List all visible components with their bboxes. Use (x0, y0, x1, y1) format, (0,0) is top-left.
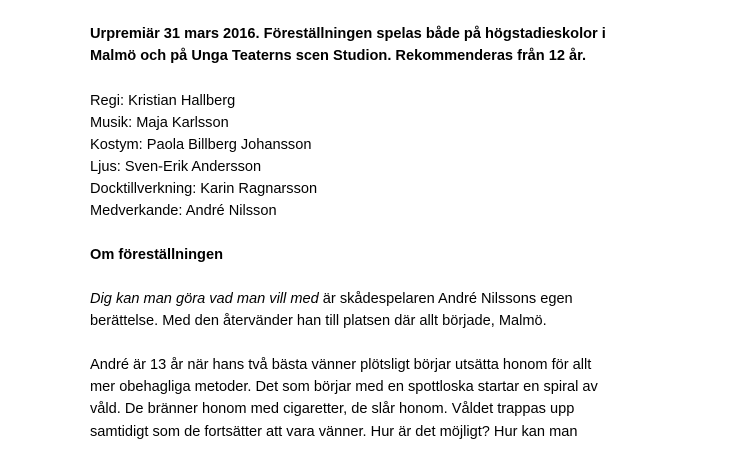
paragraph-1-line-2: berättelse. Med den återvänder han till platsen där allt började, Malmö. (90, 313, 547, 329)
intro-paragraph (90, 23, 710, 67)
paragraph-1-line-1-rest: är skådespelaren André Nilssons egen (318, 291, 573, 307)
credit-director: Regi: Kristian Hallberg (90, 93, 236, 109)
credit-puppets: Docktillverkning: Karin Ragnarsson (90, 181, 318, 197)
paragraph-2-line-2: mer obehagliga metoder. Det som börjar med en spottloska startar en spiral av (90, 379, 598, 395)
intro-line-1: Urpremiär 31 mars 2016. Föreställningen spelas både på högstadieskolor i (90, 26, 606, 42)
paragraph-2-line-4: samtidigt som de fortsätter att vara vänner. Hur är det möjligt? Hur kan man (90, 424, 578, 440)
paragraph-2-line-1: André är 13 år när hans två bästa vänner plötsligt börjar utsätta honom för allt (90, 357, 592, 373)
intro-line-2: Malmö och på Unga Teaterns scen Studion. Rekommenderas från 12 år. (90, 48, 587, 64)
paragraph-2 (90, 354, 710, 443)
play-title: Dig kan man göra vad man vill med (90, 291, 319, 307)
credit-lighting: Ljus: Sven-Erik Andersson (90, 159, 262, 175)
credit-music: Musik: Maja Karlsson (90, 115, 229, 131)
section-heading: Om föreställningen (90, 247, 223, 263)
paragraph-1-line-1 (90, 288, 710, 310)
credit-costume: Kostym: Paola Billberg Johansson (90, 137, 312, 153)
credits-list (90, 90, 710, 222)
document-page (90, 23, 710, 465)
paragraph-1 (90, 288, 710, 332)
paragraph-2-line-3: våld. De bränner honom med cigaretter, de slår honom. Våldet trappas upp (90, 401, 575, 417)
credit-performer: Medverkande: André Nilsson (90, 203, 277, 219)
